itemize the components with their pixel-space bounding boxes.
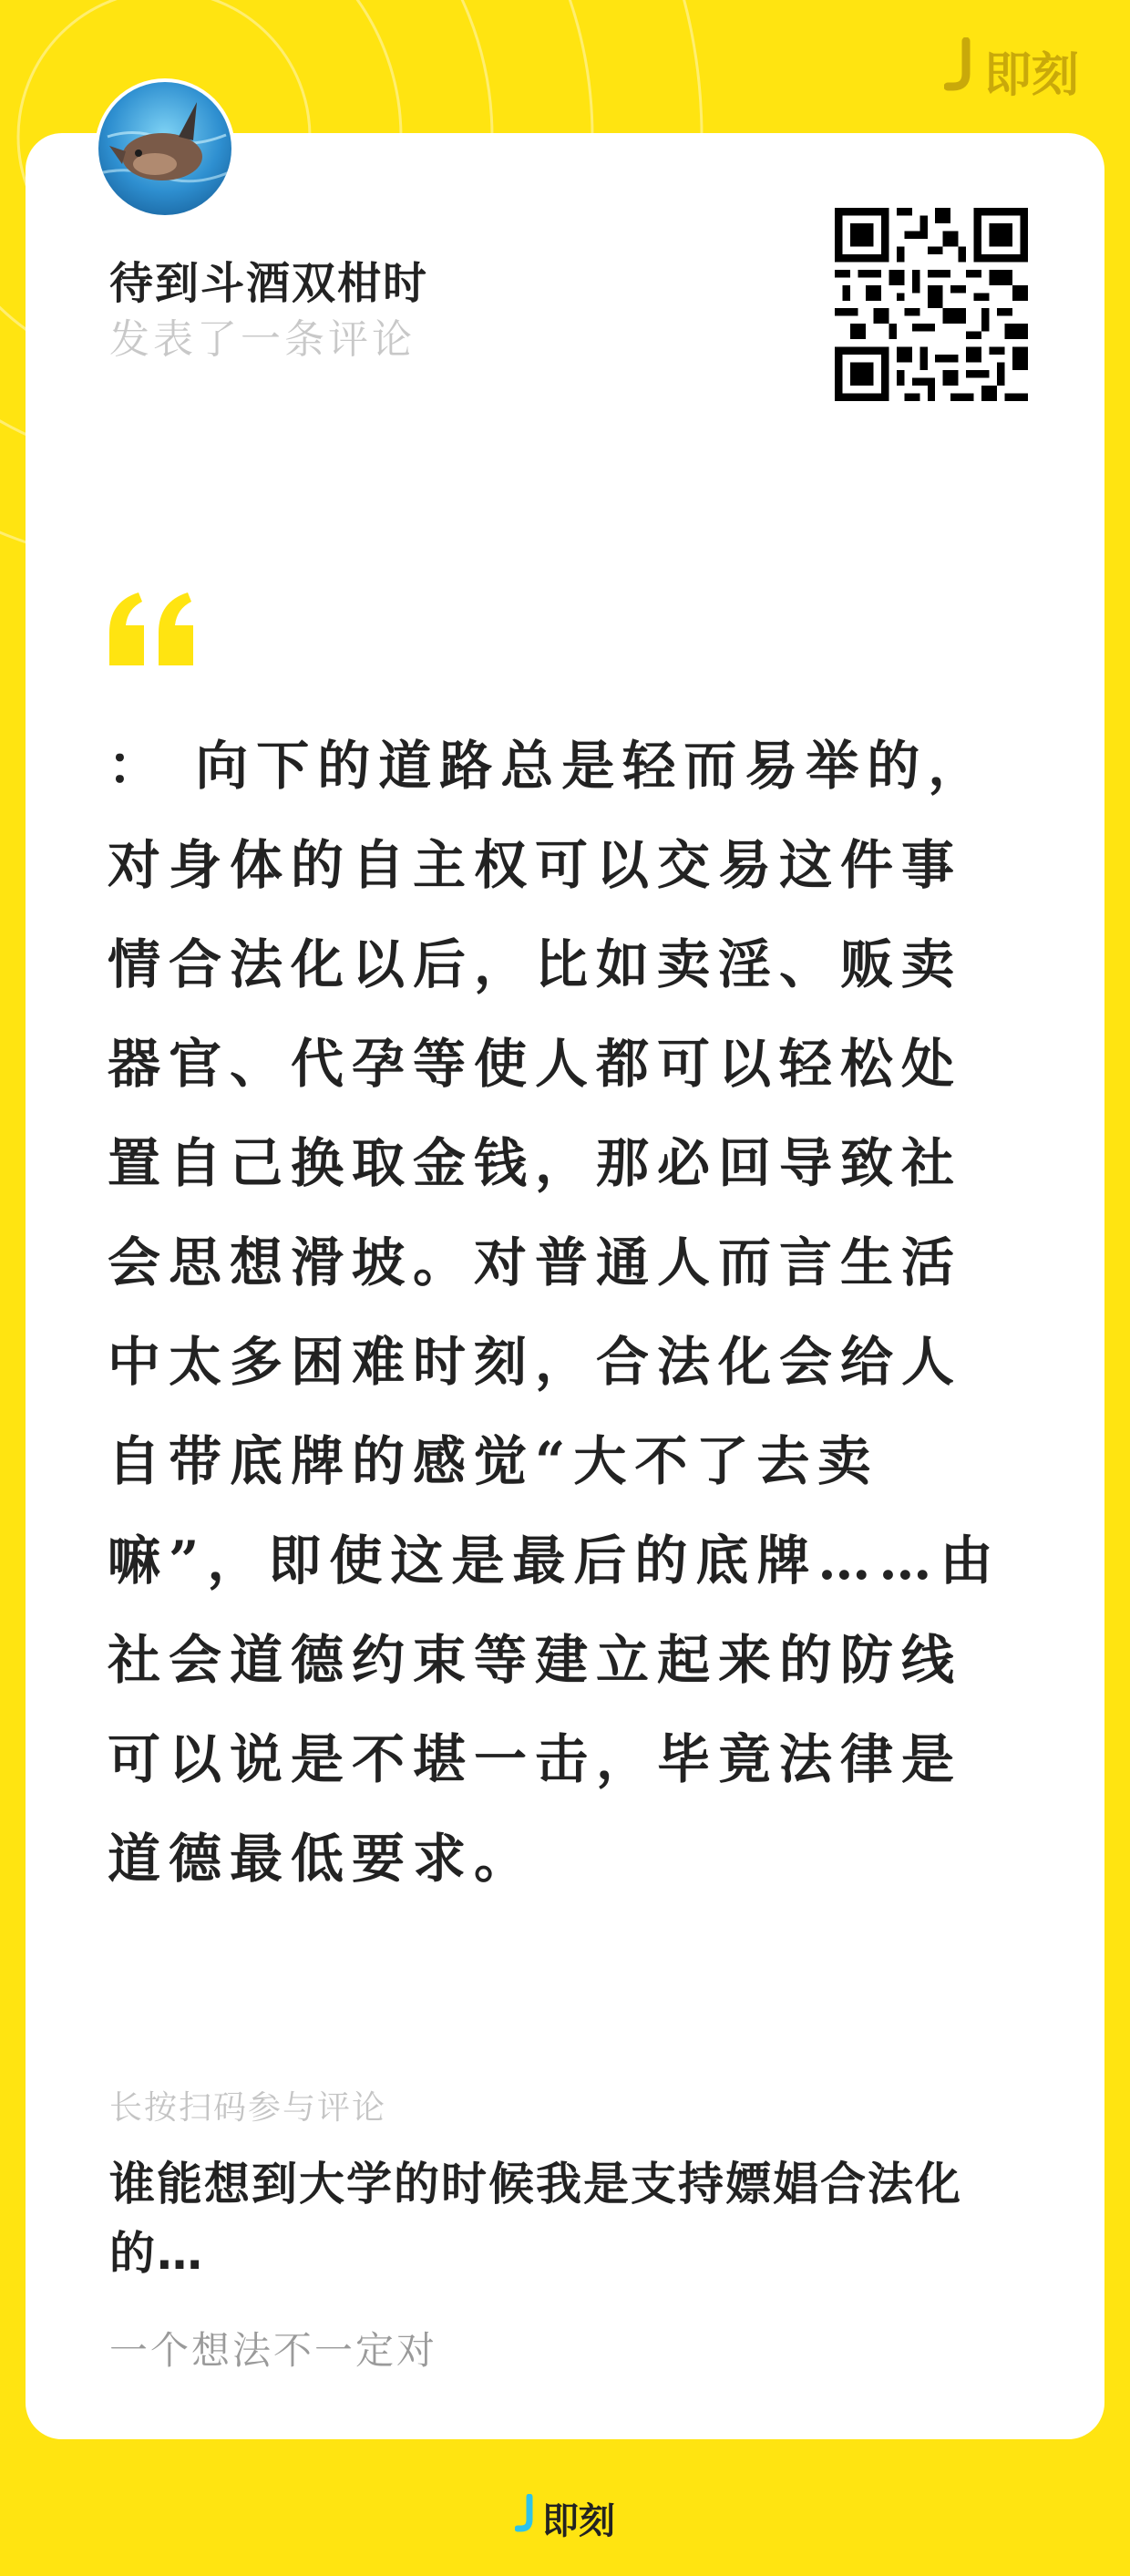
comment-card (26, 133, 1104, 2439)
brand-logo-text: 即刻 (542, 2500, 615, 2542)
brand-logo-top (944, 36, 1079, 105)
user-avatar[interactable] (98, 82, 231, 215)
author-name[interactable]: 待到斗酒双柑时 (109, 258, 429, 309)
comment-text: ： 向下的道路总是轻而易举的，对身体的自主权可以交易这件事情合法化以后，比如卖淫、贩卖器官、代孕等使人都可以轻松处置自己换取金钱，那必回导致社会思想滑坡。对普通人而言生活中太多困难时刻，合法化会给人自带底牌的感觉“大不了去卖嘛”，即使这是最后的底牌……由社会道德约束等建立起来的防线可以说是不堪一击，毕竟法律是道德最低要求。 (108, 735, 1002, 1890)
topic-title[interactable]: 谁能想到大学的时候我是支持嫖娼合法化的… (109, 2158, 962, 2280)
scan-hint-text: 长按扫码参与评论 (109, 2089, 387, 2127)
brand-logo-bottom (0, 2492, 1130, 2544)
jike-logo-icon (944, 37, 979, 104)
topic-subtitle: 一个想法不一定对 (109, 2328, 438, 2373)
brand-logo-text: 即刻 (983, 48, 1079, 103)
author-action-text: 发表了一条评论 (109, 316, 416, 363)
quote-mark-icon (102, 589, 202, 671)
jike-logo-icon (515, 2494, 539, 2543)
qr-code-icon (835, 208, 1028, 401)
